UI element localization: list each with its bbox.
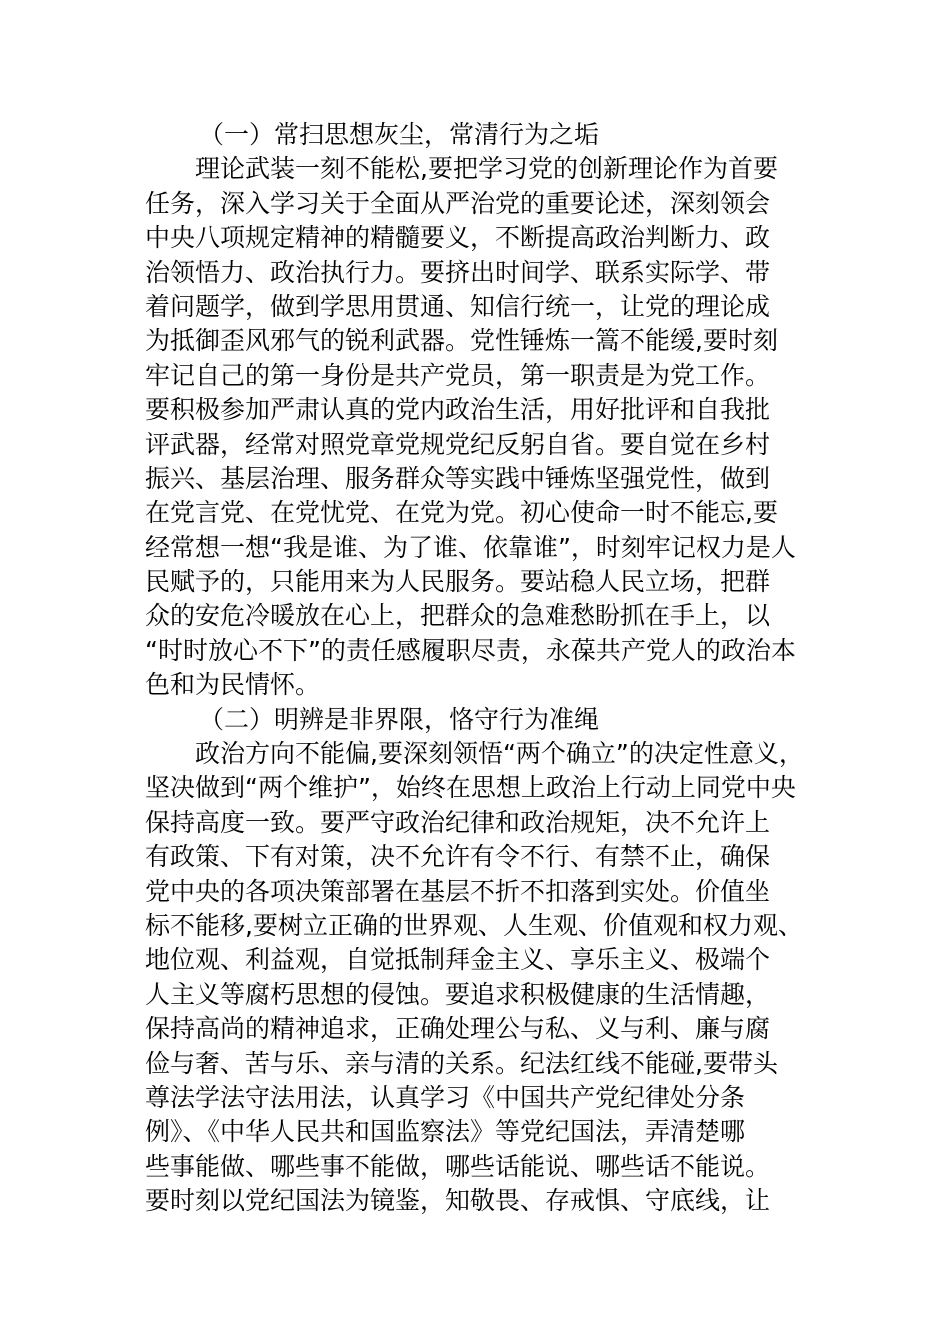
- paragraph-line: 经常想一想“我是谁、为了谁、依靠谁”，时刻牢记权力是人: [145, 532, 796, 562]
- paragraph-line: 振兴、基层治理、服务群众等实践中锤炼坚强党性，做到: [145, 463, 771, 493]
- paragraph-line: 坚决做到“两个维护”，始终在思想上政治上行动上同党中央: [145, 773, 796, 803]
- paragraph-line: 民赋予的，只能用来为人民服务。要站稳人民立场，把群: [145, 567, 771, 597]
- section-heading-2: （二）明辨是非界限，恪守行为准绳: [199, 704, 600, 734]
- paragraph-line: 保持高尚的精神追求，正确处理公与私、义与利、廉与腐: [145, 1014, 771, 1044]
- paragraph-line: 色和为民情怀。: [145, 670, 321, 700]
- paragraph-line: 着问题学，做到学思用贯通、知信行统一，让党的理论成: [145, 291, 771, 321]
- paragraph-line: 治领悟力、政治执行力。要挤出时间学、联系实际学、带: [145, 257, 771, 287]
- paragraph-line: 尊法学法守法用法，认真学习《中国共产党纪律处分条: [145, 1082, 746, 1112]
- paragraph-line: 俭与奢、苦与乐、亲与清的关系。纪法红线不能碰,要带头: [145, 1048, 778, 1078]
- document-body: [145, 118, 817, 1219]
- paragraph-line: 众的安危冷暖放在心上，把群众的急难愁盼抓在手上，以: [145, 601, 771, 631]
- paragraph-line: 理论武装一刻不能松,要把学习党的创新理论作为首要: [195, 154, 778, 184]
- paragraph-line: 有政策、下有对策，决不允许有令不行、有禁不止，确保: [145, 842, 771, 872]
- paragraph-line: 中央八项规定精神的精髓要义，不断提高政治判断力、政: [145, 223, 771, 253]
- paragraph-line: 保持高度一致。要严守政治纪律和政治规矩，决不允许上: [145, 807, 771, 837]
- paragraph-line: 在党言党、在党忧党、在党为党。初心使命一时不能忘,要: [145, 498, 778, 528]
- paragraph-line: 政治方向不能偏,要深刻领悟“两个确立”的决定性意义，: [195, 739, 804, 769]
- paragraph-line: 牢记自己的第一身份是共产党员，第一职责是为党工作。: [145, 360, 771, 390]
- paragraph-line: “时时放心不下”的责任感履职尽责，永葆共产党人的政治本: [145, 635, 796, 665]
- paragraph-line: 例》、《中华人民共和国监察法》等党纪国法，弄清楚哪: [145, 1117, 746, 1147]
- paragraph-line: 为抵御歪风邪气的锐利武器。党性锤炼一篙不能缓,要时刻: [145, 326, 778, 356]
- paragraph-line: 要积极参加严肃认真的党内政治生活，用好批评和自我批: [145, 395, 771, 425]
- paragraph-line: 评武器，经常对照党章党规党纪反躬自省。要自觉在乡村: [145, 429, 771, 459]
- paragraph-line: 要时刻以党纪国法为镜鉴，知敬畏、存戒惧、守底线，让: [145, 1186, 771, 1216]
- paragraph-line: 党中央的各项决策部署在基层不折不扣落到实处。价值坐: [145, 876, 771, 906]
- paragraph-line: 些事能做、哪些事不能做，哪些话能说、哪些话不能说。: [145, 1151, 771, 1181]
- section-heading-1: （一）常扫思想灰尘，常清行为之垢: [199, 120, 600, 149]
- paragraph-line: 地位观、利益观，自觉抵制拜金主义、享乐主义、极端个: [145, 945, 771, 975]
- paragraph-line: 标不能移,要树立正确的世界观、人生观、价值观和权力观、: [145, 910, 803, 940]
- paragraph-line: 任务，深入学习关于全面从严治党的重要论述，深刻领会: [145, 188, 771, 218]
- paragraph-line: 人主义等腐朽思想的侵蚀。要追求积极健康的生活情趣，: [145, 979, 771, 1009]
